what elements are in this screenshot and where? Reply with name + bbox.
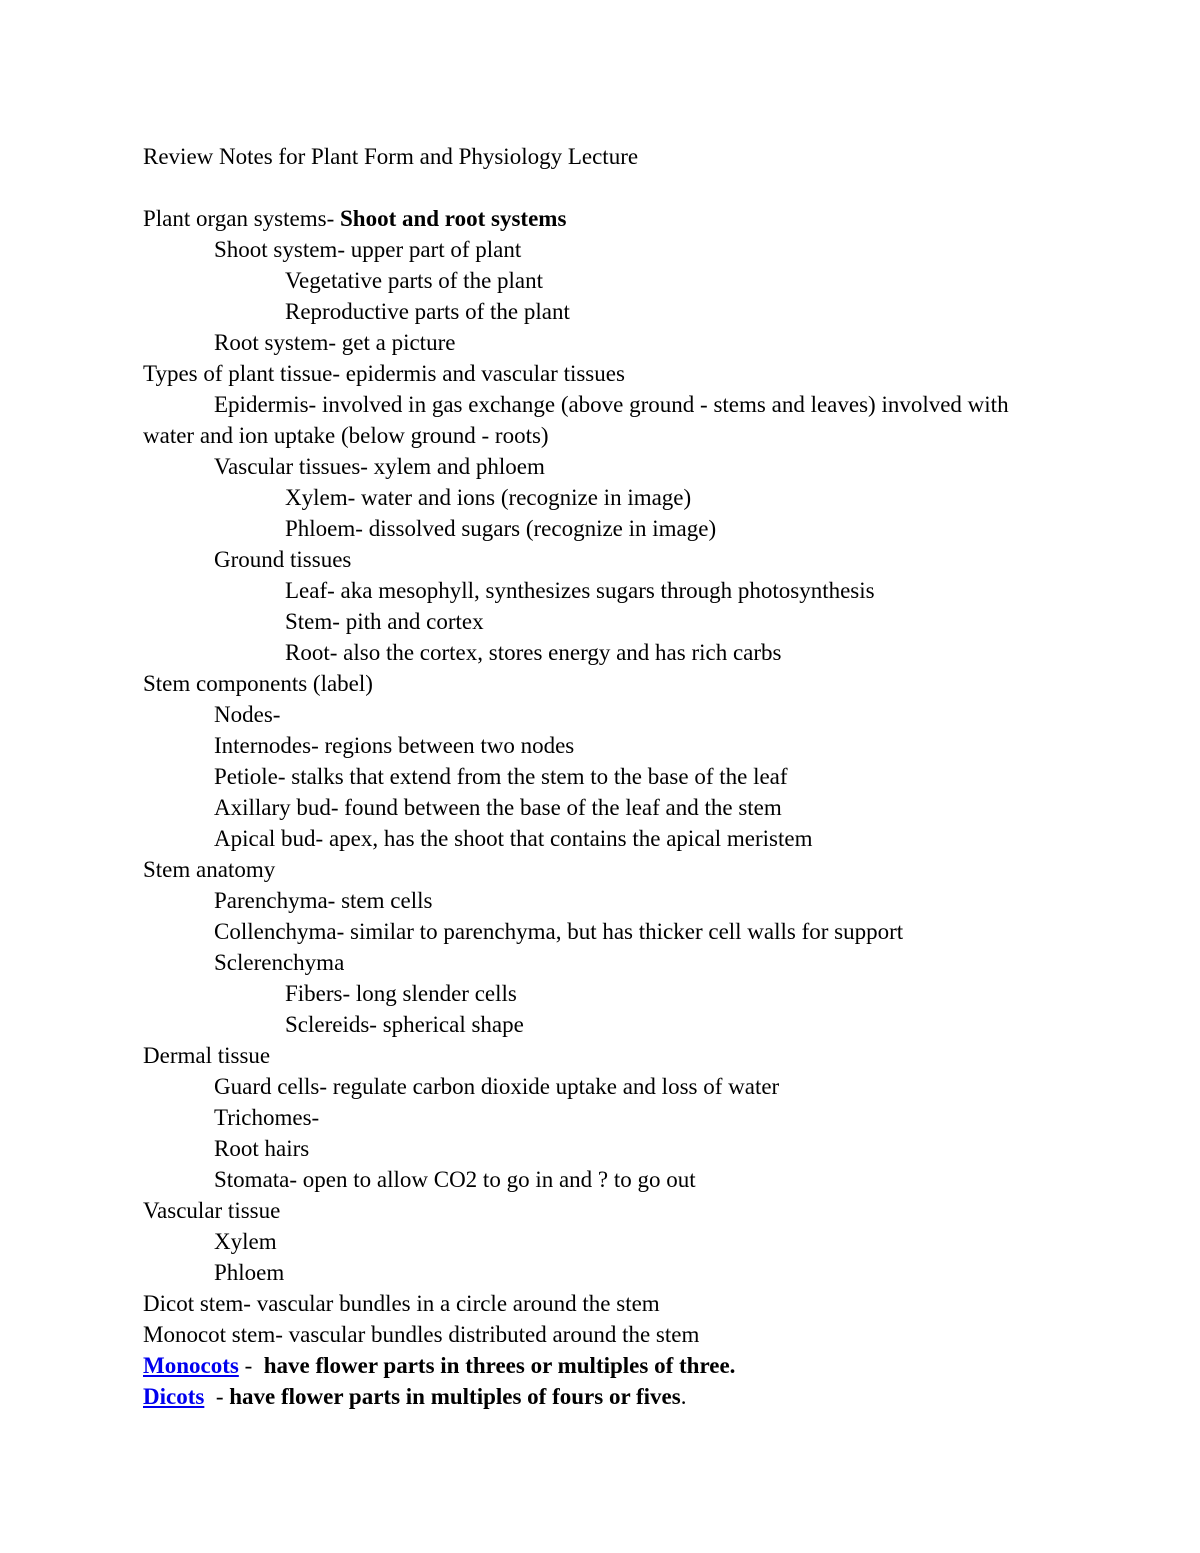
document-line [143,358,1160,389]
document-line [143,978,1160,1009]
text-run: Plant organ systems- [143,206,340,231]
text-run: Vegetative parts of the plant [285,268,544,293]
text-run: Stem- pith and cortex [285,609,484,634]
document-line [143,1350,1160,1381]
text-run: Collenchyma- similar to parenchyma, but has thicker cell walls for support [214,919,904,944]
document-line [143,947,1160,978]
document-line [143,389,1160,420]
text-run: Nodes- [214,702,281,727]
document-line [143,916,1160,947]
document-line [143,172,1160,203]
text-run: . [680,1384,687,1409]
document-line [143,1381,1160,1412]
document-line [143,1288,1160,1319]
text-run: Epidermis- involved in gas exchange (above ground - stems and leaves) involved with [214,392,1009,417]
document-line [143,420,1160,451]
dicots-link[interactable]: Dicots [143,1384,205,1409]
text-run: Phloem [214,1260,285,1285]
document-line [143,1102,1160,1133]
text-run: Types of plant tissue- epidermis and vascular tissues [143,361,625,386]
text-run: have flower parts in threes or multiples of three. [263,1353,736,1378]
document-line [143,668,1160,699]
text-run: Axillary bud- found between the base of the leaf and the stem [214,795,782,820]
text-run: Guard cells- regulate carbon dioxide uptake and loss of water [214,1074,780,1099]
document-line [143,1071,1160,1102]
text-run: Petiole- stalks that extend from the stem to the base of the leaf [214,764,788,789]
monocots-link[interactable]: Monocots [143,1353,239,1378]
text-run: Parenchyma- stem cells [214,888,433,913]
document-line [143,296,1160,327]
document-line [143,575,1160,606]
document-line [143,513,1160,544]
document-line [143,885,1160,916]
document-line [143,854,1160,885]
text-run: Monocot stem- vascular bundles distributed around the stem [143,1322,700,1347]
document-line [143,1195,1160,1226]
text-run: Sclerenchyma [214,950,345,975]
text-run: Stomata- open to allow CO2 to go in and ? to go out [214,1167,696,1192]
text-run: Leaf- aka mesophyll, synthesizes sugars through photosynthesis [285,578,875,603]
document-line [143,823,1160,854]
text-run: Phloem- dissolved sugars (recognize in image) [285,516,717,541]
text-run: - [204,1384,230,1409]
text-run: Fibers- long slender cells [285,981,517,1006]
text-run: Root hairs [214,1136,310,1161]
text-run: Trichomes- [214,1105,320,1130]
document-line [143,141,1160,172]
text-run: Shoot system- upper part of plant [214,237,522,262]
document-line [143,451,1160,482]
text-run: Xylem- water and ions (recognize in image) [285,485,692,510]
text-run: Dermal tissue [143,1043,271,1068]
document-line [143,606,1160,637]
text-run: Xylem [214,1229,277,1254]
document-line [143,327,1160,358]
document-line [143,265,1160,296]
text-run: Root system- get a picture [214,330,456,355]
text-run: Stem anatomy [143,857,276,882]
text-run: Vascular tissues- xylem and phloem [214,454,545,479]
text-run: Reproductive parts of the plant [285,299,570,324]
document-body [143,141,1160,1412]
text-run: Shoot and root systems [339,206,567,231]
document-line [143,203,1160,234]
document-line [143,234,1160,265]
text-run: water and ion uptake (below ground - roots) [143,423,549,448]
document-line [143,1040,1160,1071]
document-line [143,1319,1160,1350]
document-line [143,730,1160,761]
text-run: have flower parts in multiples of fours or fives [229,1384,681,1409]
document-line [143,1133,1160,1164]
text-run: Ground tissues [214,547,352,572]
document-line [143,637,1160,668]
text-run: Stem components (label) [143,671,373,696]
document-line [143,1164,1160,1195]
document-line [143,544,1160,575]
text-run: Root- also the cortex, stores energy and has rich carbs [285,640,782,665]
document-line [143,699,1160,730]
document-line [143,761,1160,792]
document-line [143,792,1160,823]
text-run: Vascular tissue [143,1198,281,1223]
text-run: Apical bud- apex, has the shoot that contains the apical meristem [214,826,813,851]
document-line [143,1009,1160,1040]
document-line [143,1226,1160,1257]
text-run: Dicot stem- vascular bundles in a circle around the stem [143,1291,660,1316]
text-run: Review Notes for Plant Form and Physiology Lecture [143,144,639,169]
text-run: Sclereids- spherical shape [285,1012,524,1037]
text-run: Internodes- regions between two nodes [214,733,575,758]
document-line [143,1257,1160,1288]
text-run: - [238,1353,264,1378]
document-line [143,482,1160,513]
